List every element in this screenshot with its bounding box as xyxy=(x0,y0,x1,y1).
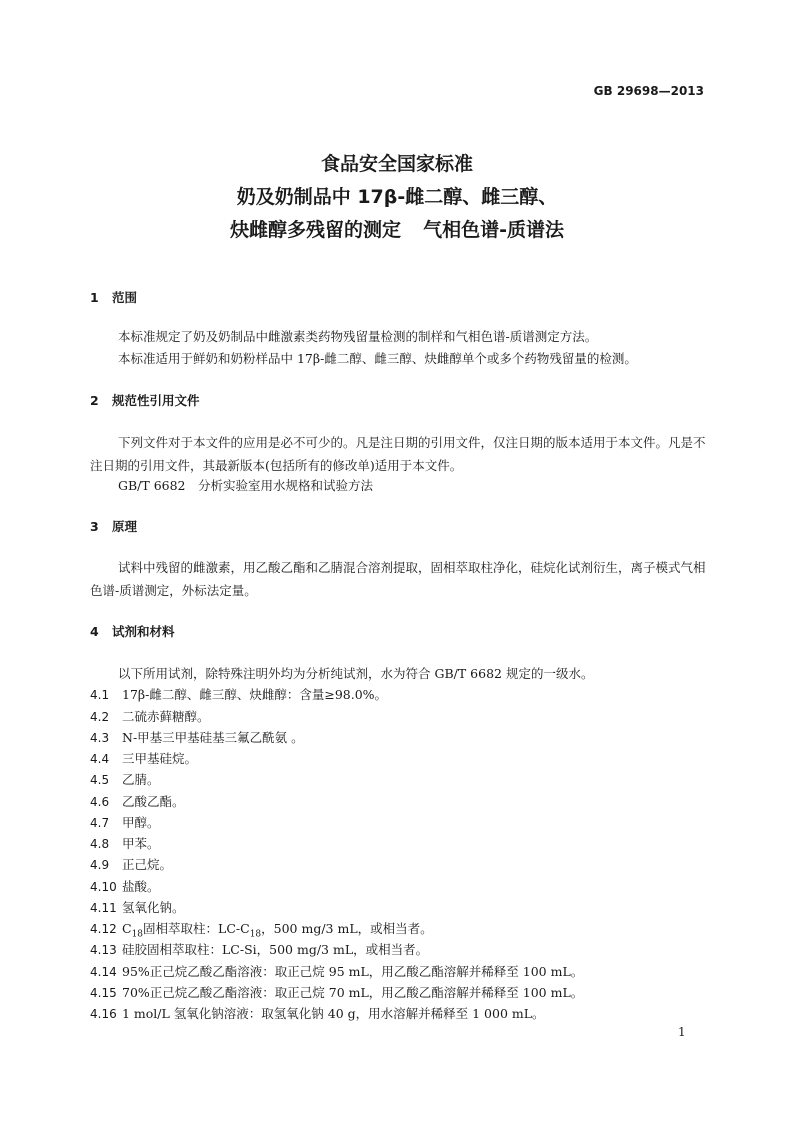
title-line-2: 奶及奶制品中 17β-雌二醇、雌三醇、 xyxy=(236,186,558,208)
section-number: 2 xyxy=(90,393,99,408)
list-item xyxy=(90,964,710,980)
list-item xyxy=(90,687,710,703)
title-line-3-part-1: 炔雌醇多残留的测定 xyxy=(230,219,402,241)
section-title: 规范性引用文件 xyxy=(112,393,200,408)
section-title: 范围 xyxy=(112,290,138,305)
item-text: C xyxy=(122,921,132,936)
list-item xyxy=(90,794,710,810)
item-number: 4.6 xyxy=(90,795,110,809)
item-text: 正己烷。 xyxy=(122,857,173,872)
list-item xyxy=(90,857,710,873)
item-number: 4.12 xyxy=(90,922,117,936)
item-number: 4.16 xyxy=(90,1007,117,1021)
subscript: 18 xyxy=(249,929,262,940)
list-item xyxy=(90,815,710,831)
section-number: 1 xyxy=(90,290,99,305)
title-line-3-part-2: 气相色谱-质谱法 xyxy=(423,219,564,241)
item-number: 4.5 xyxy=(90,773,110,787)
item-text: 甲醇。 xyxy=(122,815,160,830)
item-text: 氢氧化钠。 xyxy=(122,900,185,915)
section-number: 3 xyxy=(90,519,99,534)
item-number: 4.10 xyxy=(90,880,117,894)
section-2-reference: GB/T 6682 分析实验室用水规格和试验方法 xyxy=(118,478,374,493)
list-item xyxy=(90,772,710,788)
item-number: 4.9 xyxy=(90,858,110,872)
section-4-intro: 以下所用试剂，除特殊注明外均为分析纯试剂，水为符合 GB/T 6682 规定的一级水。 xyxy=(118,666,594,681)
section-1-paragraph-2: 本标准适用于鲜奶和奶粉样品中 17β-雌二醇、雌三醇、炔雌醇单个或多个药物残留量的检测。 xyxy=(118,351,637,366)
list-item xyxy=(90,709,710,725)
item-number: 4.8 xyxy=(90,837,110,851)
subscript: 18 xyxy=(131,929,144,940)
item-text: 盐酸。 xyxy=(122,879,160,894)
item-text: 二硫赤藓糖醇。 xyxy=(122,709,210,724)
item-text: 1 mol/L 氢氧化钠溶液：取氢氧化钠 40 g，用水溶解并稀释至 1 000 mL。 xyxy=(122,1006,545,1021)
item-number: 4.1 xyxy=(90,688,110,702)
item-text: 硅胶固相萃取柱：LC-Si，500 mg/3 mL，或相当者。 xyxy=(122,942,429,957)
item-text: 乙腈。 xyxy=(122,772,160,787)
list-item xyxy=(90,921,710,943)
title-line-1: 食品安全国家标准 xyxy=(320,153,473,175)
section-number: 4 xyxy=(90,624,99,639)
section-2-paragraph-1: 下列文件对于本文件的应用是必不可少的。凡是注日期的引用文件，仅注日期的版本适用于本文件。凡是不注日期的引用文件，其最新版本(包括所有的修改单)适用于本文件。 xyxy=(90,435,706,473)
item-number: 4.2 xyxy=(90,710,110,724)
section-3-heading xyxy=(90,519,137,535)
section-3-paragraph-1: 试料中残留的雌激素，用乙酸乙酯和乙腈混合溶剂提取，固相萃取柱净化，硅烷化试剂衍生，离子模式气相色谱-质谱测定，外标法定量。 xyxy=(90,560,706,598)
item-number: 4.11 xyxy=(90,901,117,915)
item-text: 乙酸乙酯。 xyxy=(122,794,185,809)
item-number: 4.15 xyxy=(90,986,117,1000)
item-number: 4.3 xyxy=(90,731,110,745)
document-title xyxy=(0,148,794,247)
item-text: N-甲基三甲基硅基三氟乙酰氨 。 xyxy=(122,730,304,745)
list-item xyxy=(90,985,710,1001)
item-text: 17β-雌二醇、雌三醇、炔雌醇：含量≥98.0%。 xyxy=(122,687,388,702)
list-item xyxy=(90,900,710,916)
item-text: 甲苯。 xyxy=(122,836,160,851)
section-2-heading xyxy=(90,393,200,409)
item-number: 4.4 xyxy=(90,752,110,766)
item-number: 4.13 xyxy=(90,943,117,957)
standard-code: GB 29698—2013 xyxy=(593,84,704,98)
item-text: ，500 mg/3 mL，或相当者。 xyxy=(261,921,433,936)
list-item xyxy=(90,879,710,895)
section-title: 试剂和材料 xyxy=(112,624,175,639)
page-number: 1 xyxy=(678,1025,686,1039)
list-item xyxy=(90,751,710,767)
list-item xyxy=(90,730,710,746)
section-title: 原理 xyxy=(112,519,138,534)
list-item xyxy=(90,1006,710,1022)
item-text: 三甲基硅烷。 xyxy=(122,751,198,766)
item-number: 4.7 xyxy=(90,816,110,830)
item-text: 95%正己烷乙酸乙酯溶液：取正己烷 95 mL，用乙酸乙酯溶解并稀释至 100 mL。 xyxy=(122,964,584,979)
list-item xyxy=(90,942,710,958)
item-text: 70%正己烷乙酸乙酯溶液：取正己烷 70 mL，用乙酸乙酯溶解并稀释至 100 mL。 xyxy=(122,985,584,1000)
item-number: 4.14 xyxy=(90,965,117,979)
item-text: 固相萃取柱：LC-C xyxy=(143,921,250,936)
section-1-heading xyxy=(90,290,137,306)
title-line-3 xyxy=(0,214,794,247)
section-1-paragraph-1: 本标准规定了奶及奶制品中雌激素类药物残留量检测的制样和气相色谱-质谱测定方法。 xyxy=(118,329,598,344)
section-4-heading xyxy=(90,624,175,640)
list-item xyxy=(90,836,710,852)
